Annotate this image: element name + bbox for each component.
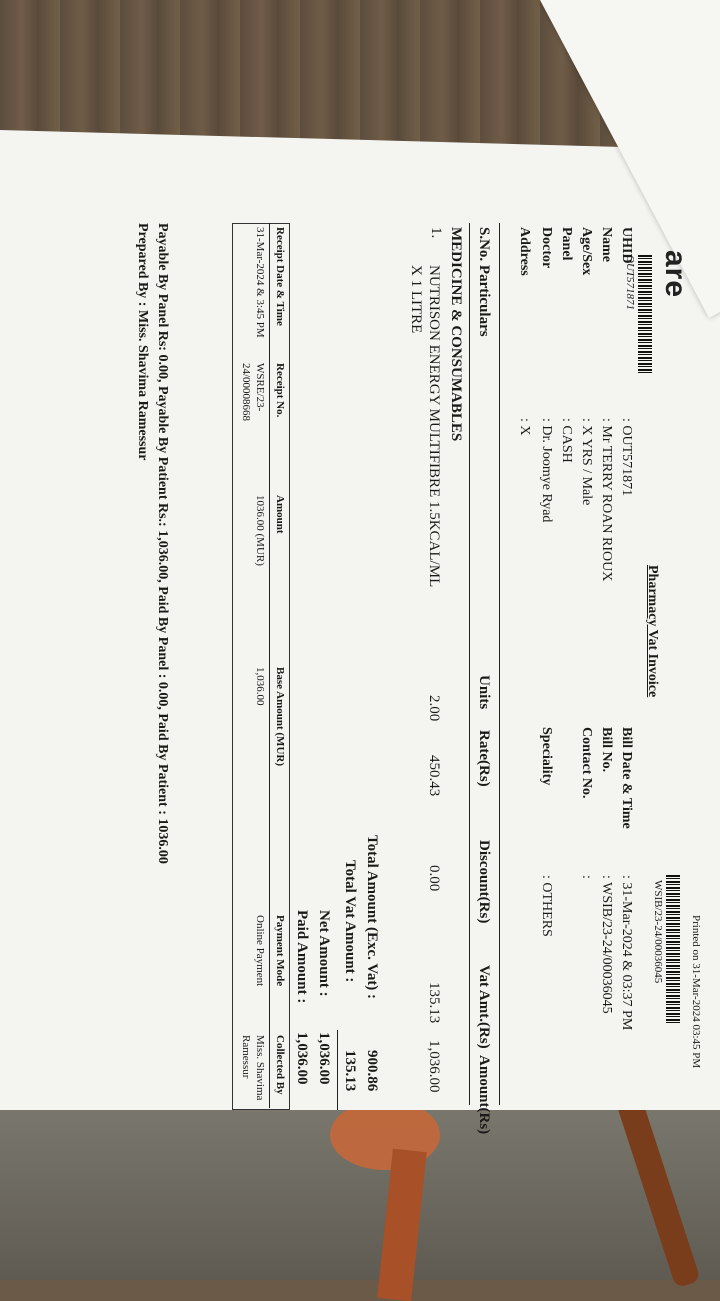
receipt-col-amount: Amount: [274, 495, 286, 534]
receipt-header-rule: [269, 223, 270, 1108]
row-discount: 0.00: [426, 865, 442, 892]
printed-on: Printed on 31-Mar-2024 03:45 PM: [690, 915, 702, 1069]
net-amount-label: Net Amount :: [316, 910, 332, 997]
receipt-collected-line1: Miss. Shavima: [254, 1035, 266, 1101]
hospital-logo: are: [659, 250, 692, 299]
receipt-no-line2: 24/00008668: [240, 363, 252, 422]
payable-summary: Payable By Panel Rs: 0.00, Payable By Patient Rs.: 1,036.00, Paid By Panel : 0.00, Paid By Patient : 1036.00: [155, 223, 170, 864]
age-label: Age/Sex: [579, 227, 594, 276]
col-discount: Discount(Rs): [476, 840, 492, 924]
row-particulars-2: X 1 LITRE: [408, 265, 424, 334]
table-header-rule: [469, 223, 470, 1105]
patient-barcode: [638, 255, 652, 375]
invoice-title: Pharmacy Vat Invoice: [645, 565, 660, 698]
doctor-label: Doctor: [539, 227, 554, 269]
receipt-mode: Online Payment: [254, 915, 266, 987]
bill-date-value: : 31-Mar-2024 & 03:37 PM: [619, 875, 634, 1031]
invoice-document: [0, 135, 710, 1135]
address-value: : X: [517, 418, 532, 436]
col-amount: Amount(Rs): [476, 1055, 492, 1135]
receipt-col-base: Base Amount (MUR): [274, 667, 286, 766]
panel-label: Panel: [559, 227, 574, 261]
receipt-date: 31-Mar-2024 & 3:45 PM: [254, 227, 266, 338]
address-label: Address: [517, 227, 532, 276]
patient-barcode-text: OUT571871: [624, 255, 636, 311]
receipt-col-mode: Payment Mode: [274, 915, 286, 987]
receipt-col-collected: Collected By: [274, 1035, 286, 1095]
bill-no-value: : WSIB/23-24/00036045: [599, 875, 614, 1014]
col-units: Units: [476, 675, 492, 710]
net-amount-value: 1,036.00: [316, 1032, 332, 1085]
paid-amount-value: 1,036.00: [294, 1032, 310, 1085]
panel-value: : CASH: [559, 418, 574, 463]
receipt-no-line1: WSRE/23-: [254, 363, 266, 412]
receipt-col-no: Receipt No.: [274, 363, 286, 418]
col-vat: Vat Amt.(Rs): [476, 965, 492, 1049]
col-rate: Rate(Rs): [476, 730, 492, 787]
name-label: Name: [599, 227, 614, 262]
row-sno: 1.: [428, 227, 444, 239]
total-vat-value: 135.13: [342, 1050, 358, 1092]
receipt-base: 1,036.00: [254, 667, 266, 706]
bill-date-label: Bill Date & Time: [619, 727, 634, 829]
total-vat-label: Total Vat Amount :: [342, 860, 358, 983]
bill-barcode: [666, 875, 680, 1025]
bill-barcode-text: WSIB/23-24/00036045: [652, 880, 664, 984]
total-excl-value: 900.86: [364, 1050, 380, 1092]
contact-label: Contact No.: [579, 727, 594, 799]
row-particulars: NUTRISON ENERGY MULTIFIBRE 1.5KCAL/ML: [426, 265, 442, 588]
receipt-amount: 1036.00 (MUR): [254, 495, 266, 566]
receipt-col-date: Receipt Date & Time: [274, 227, 286, 326]
speciality-label: Speciality: [539, 727, 554, 786]
row-vat: 135.13: [426, 982, 442, 1024]
row-amount: 1,036.00: [426, 1040, 442, 1093]
net-rule: [337, 1030, 338, 1110]
paid-amount-label: Paid Amount :: [294, 910, 310, 1004]
speciality-value: : OTHERS: [539, 875, 554, 937]
prepared-by: Prepared By : Miss. Shavima Ramessur: [135, 223, 150, 461]
col-particulars: S.No. Particulars: [476, 227, 492, 337]
section-title: MEDICINE & CONSUMABLES: [448, 227, 464, 442]
row-rate: 450.43: [426, 755, 442, 797]
name-value: : Mr TERRY ROAN RIOUX: [599, 418, 614, 582]
uhid-value: : OUT571871: [619, 418, 634, 497]
bill-no-label: Bill No.: [599, 727, 614, 773]
total-excl-label: Total Amount (Exc. Vat) :: [364, 835, 380, 1000]
uhid-label: UHID: [619, 227, 634, 264]
doctor-value: : Dr. Joomye Ryad: [539, 418, 554, 523]
receipt-collected-line2: Ramessur: [240, 1035, 252, 1079]
age-value: : X YRS / Male: [579, 418, 594, 506]
row-units: 2.00: [426, 695, 442, 722]
table-top-rule: [499, 223, 500, 1105]
contact-value: :: [579, 875, 594, 879]
